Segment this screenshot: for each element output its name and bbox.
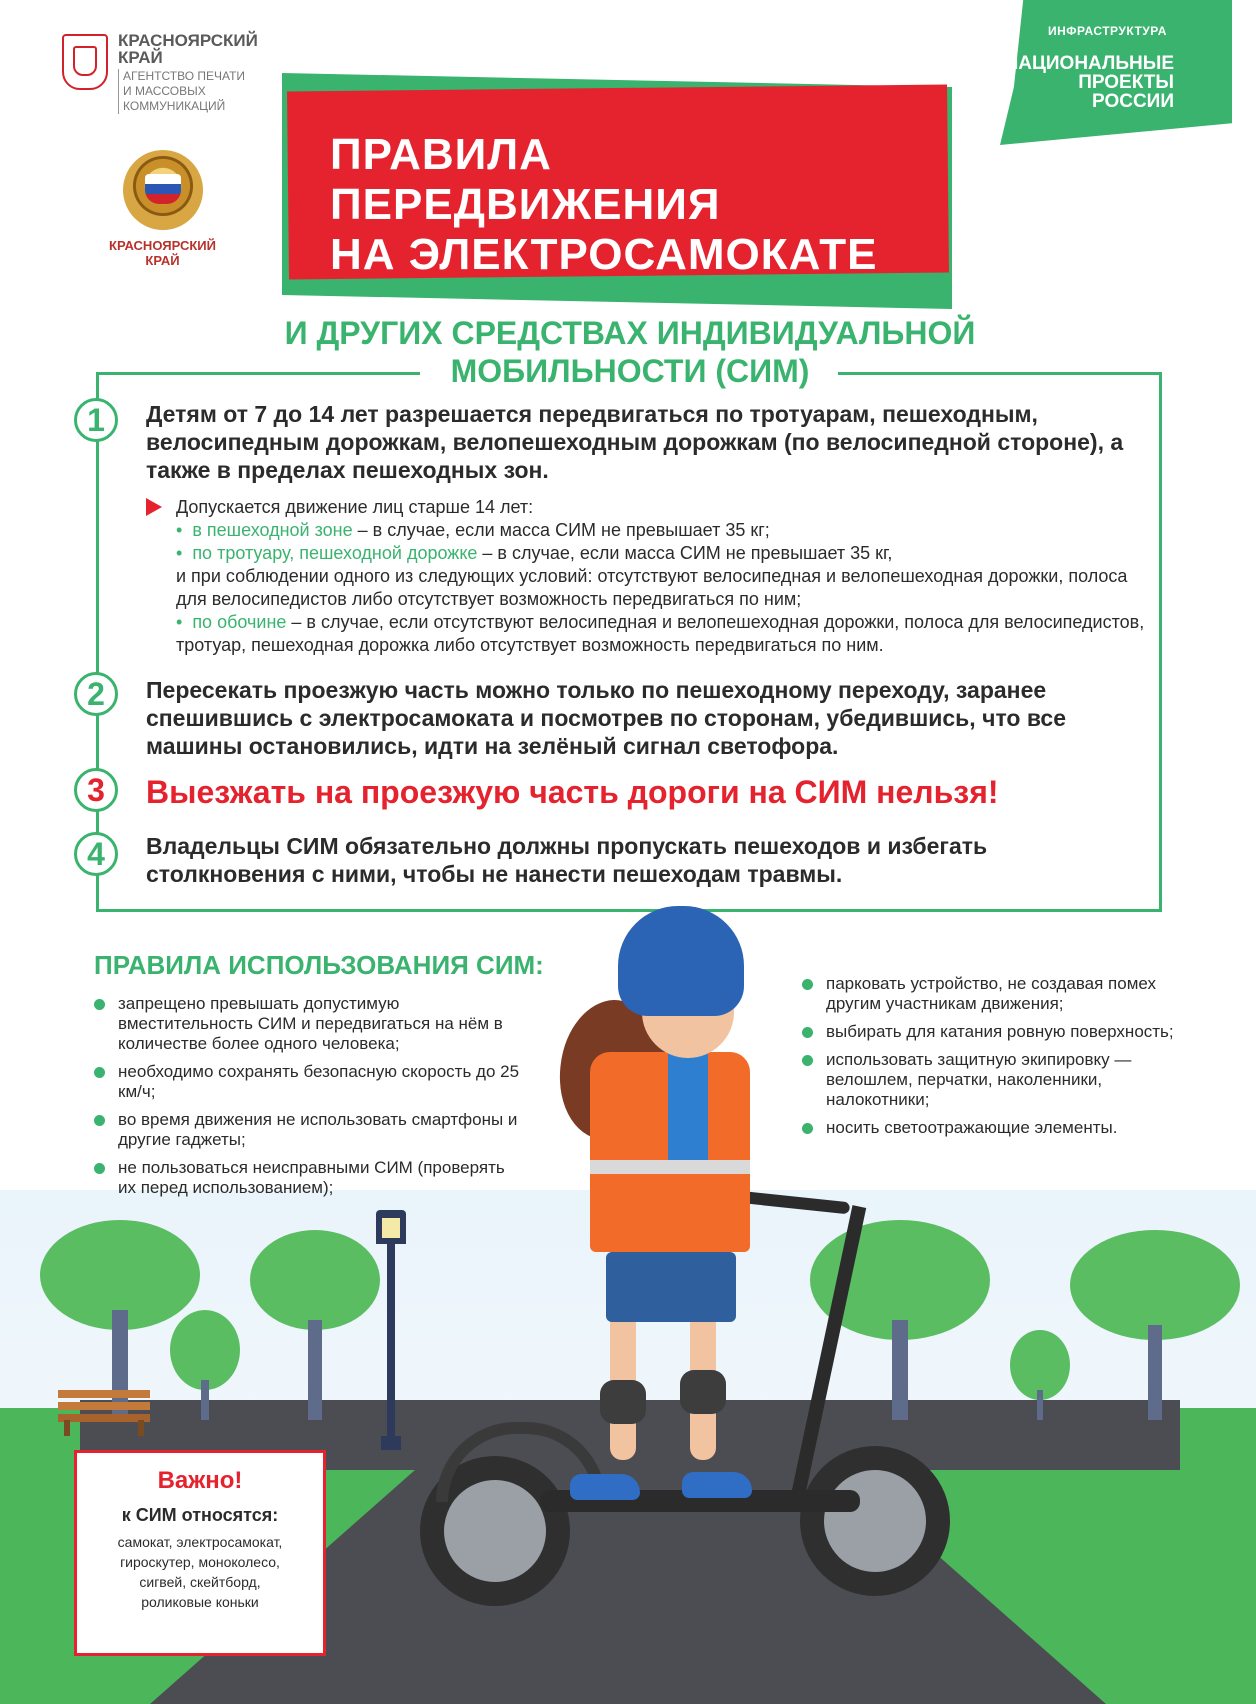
rule-number-2: 2 <box>74 672 118 716</box>
national-projects-badge <box>1000 0 1232 145</box>
region-title-1: КРАСНОЯРСКИЙ <box>118 31 258 50</box>
usage-list-left <box>94 994 524 1206</box>
important-line-4: роликовые коньки <box>141 1594 259 1610</box>
project-name-2: ПРОЕКТЫ <box>1078 72 1174 93</box>
important-list <box>77 1532 323 1612</box>
important-line-1: самокат, электросамокат, <box>117 1534 283 1550</box>
agency-name <box>118 69 288 114</box>
title-line-1: ПРАВИЛА ПЕРЕДВИЖЕНИЯ <box>330 130 721 229</box>
usage-item: использовать защитную экипировку — велошлем, перчатки, наколенники, налокотники; <box>802 1050 1182 1110</box>
gibdd-caption <box>100 238 225 268</box>
important-title: Важно! <box>157 1467 243 1494</box>
gibdd-logo <box>100 150 225 268</box>
girl-shorts <box>606 1252 736 1322</box>
details-a-rest: – в случае, если масса СИМ не превышает 35 кг; <box>352 520 770 540</box>
usage-item: выбирать для катания ровную поверхность; <box>802 1022 1182 1042</box>
project-name <box>1005 54 1174 111</box>
subtitle-line-1: И ДРУГИХ СРЕДСТВАХ ИНДИВИДУАЛЬНОЙ <box>284 315 976 351</box>
rule-1-details <box>176 496 1156 657</box>
agency-line-2: И МАССОВЫХ <box>123 84 206 98</box>
important-box <box>74 1450 326 1656</box>
knee-pad-icon <box>680 1370 726 1414</box>
rule-number-4: 4 <box>74 832 118 876</box>
details-c-green: по обочине <box>192 612 287 632</box>
street-lamp-icon <box>376 1210 406 1450</box>
details-b-green: по тротуару, пешеходной дорожке <box>192 543 478 563</box>
girl-shoe <box>682 1472 752 1498</box>
tree-icon <box>1010 1330 1070 1420</box>
usage-list-right <box>802 974 1182 1146</box>
bullet-icon: • <box>176 543 183 563</box>
agency-line-1: АГЕНТСТВО ПЕЧАТИ <box>123 69 246 83</box>
bullet-icon: • <box>176 612 183 632</box>
scooter-front-wheel-icon <box>800 1446 950 1596</box>
usage-item: запрещено превышать допустимую вместительность СИМ и передвигаться на нём в количестве более одного человека; <box>94 994 524 1054</box>
usage-item: парковать устройство, не создавая помех другим участникам движения; <box>802 974 1182 1014</box>
rule-number-1: 1 <box>74 398 118 442</box>
page-subtitle <box>250 314 1010 390</box>
rule-1-text: Детям от 7 до 14 лет разрешается передвигаться по тротуарам, пешеходным, велосипедным дорожкам, велопешеходным дорожкам (по велосипедной стороне), а также в пределах пешеходных зон. <box>146 401 1124 483</box>
bullet-icon: • <box>176 520 183 540</box>
rule-number-3: 3 <box>74 768 118 812</box>
title-line-2: НА ЭЛЕКТРОСАМОКАТЕ <box>330 230 878 279</box>
tree-icon <box>250 1230 380 1420</box>
gibdd-caption-2: КРАЙ <box>145 253 180 268</box>
important-subtitle: к СИМ относятся: <box>121 1505 279 1525</box>
region-title-2: КРАЙ <box>118 48 163 67</box>
agency-line-3: КОММУНИКАЦИЙ <box>123 99 226 113</box>
project-kicker: ИНФРАСТРУКТУРА <box>1048 24 1167 38</box>
usage-item: не пользоваться неисправными СИМ (проверять их перед использованием); <box>94 1158 524 1198</box>
important-line-2: гироскутер, моноколесо, <box>120 1554 280 1570</box>
girl-shirt <box>668 1052 708 1172</box>
rule-4-text: Владельцы СИМ обязательно должны пропускать пешеходов и избегать столкновения с ними, чтобы не нанести пешеходам травмы. <box>146 833 988 887</box>
details-c-rest: – в случае, если отсутствуют велосипедная и велопешеходная дорожки, полоса для велосипедистов, тротуар, пешеходная дорожка либо отсутствует возможность передвигаться по ним. <box>176 612 1145 655</box>
details-b-cont: и при соблюдении одного из следующих условий: отсутствуют велосипедная и велопешеходная дорожки, полоса для велосипедистов либо отсутствует возможность передвигаться по ним; <box>176 566 1128 609</box>
knee-pad-icon <box>600 1380 646 1424</box>
details-b-rest: – в случае, если масса СИМ не превышает 35 кг, <box>477 543 893 563</box>
tree-icon <box>1070 1230 1240 1420</box>
rule-2-text: Пересекать проезжую часть можно только по пешеходному переходу, заранее спешившись с электросамоката и посмотрев по сторонам, убедившись, что все машины остановились, идти на зелёный сигнал светофора. <box>146 677 1066 759</box>
region-crest-icon <box>62 34 108 90</box>
usage-item: носить светоотражающие элементы. <box>802 1118 1182 1138</box>
project-name-1: НАЦИОНАЛЬНЫЕ <box>1004 53 1174 74</box>
rule-3-text: Выезжать на проезжую часть дороги на СИМ нельзя! <box>146 774 999 810</box>
usage-title: ПРАВИЛА ИСПОЛЬЗОВАНИЯ СИМ: <box>94 950 544 980</box>
important-line-3: сигвей, скейтборд, <box>139 1574 261 1590</box>
helmet-icon <box>618 906 744 1016</box>
page-title <box>330 130 930 280</box>
bench-icon <box>58 1390 150 1436</box>
usage-item: необходимо сохранять безопасную скорость до 25 км/ч; <box>94 1062 524 1102</box>
details-a-green: в пешеходной зоне <box>192 520 353 540</box>
red-arrow-icon <box>146 498 162 516</box>
gibdd-caption-1: КРАСНОЯРСКИЙ <box>109 238 216 253</box>
subtitle-line-2: МОБИЛЬНОСТИ (СИМ) <box>450 353 810 389</box>
tree-icon <box>170 1310 240 1420</box>
reflective-stripe <box>590 1160 750 1174</box>
traffic-police-emblem-icon <box>123 150 203 230</box>
details-lead: Допускается движение лиц старше 14 лет: <box>176 497 534 517</box>
usage-item: во время движения не использовать смартфоны и другие гаджеты; <box>94 1110 524 1150</box>
project-name-3: РОССИИ <box>1092 91 1174 112</box>
girl-shoe <box>570 1474 640 1500</box>
